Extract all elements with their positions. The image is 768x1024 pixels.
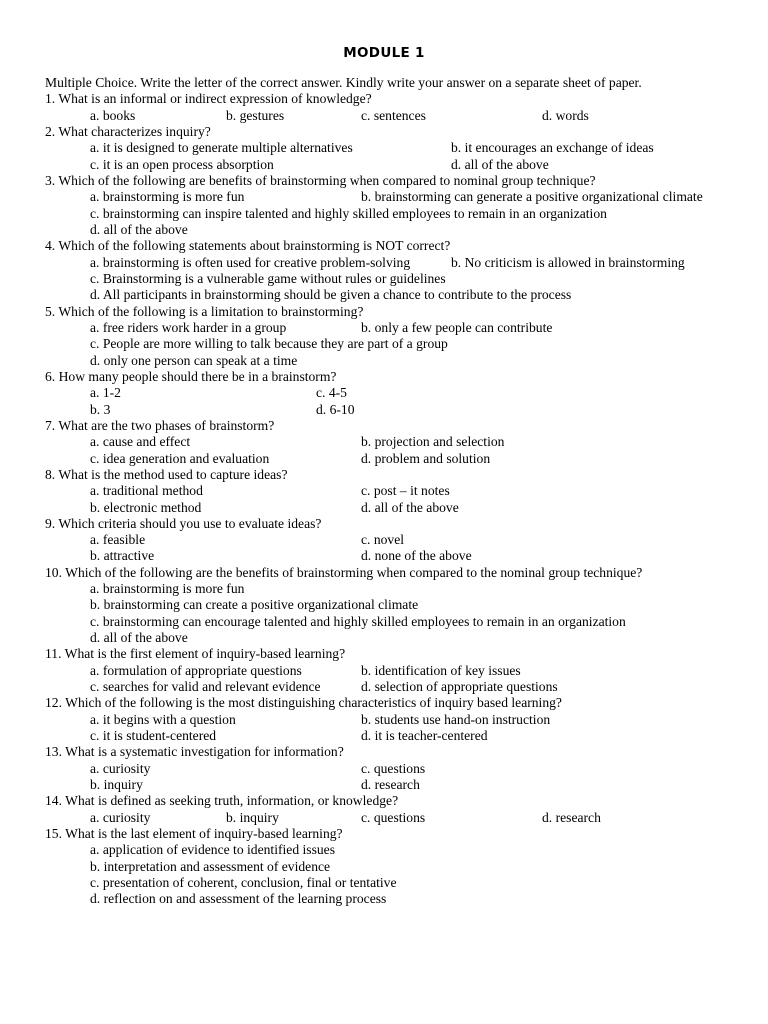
answer-choice: a. curiosity (90, 809, 151, 825)
answer-choice-row (45, 483, 755, 499)
answer-choice: c. questions (361, 760, 426, 776)
answer-choice-row (45, 728, 755, 744)
answer-choice-row (45, 157, 755, 173)
answer-choice: b. interpretation and assessment of evidence (90, 858, 331, 874)
answer-choice-row (45, 810, 755, 826)
answer-choice-row (45, 140, 755, 156)
answer-choice: a. curiosity (90, 760, 151, 776)
answer-choice-row (45, 712, 755, 728)
question-list (45, 91, 755, 907)
answer-choice: b. it encourages an exchange of ideas (451, 140, 654, 156)
answer-choice: b. 3 (90, 401, 111, 417)
answer-choice: c. 4-5 (316, 385, 347, 401)
answer-choice: c. questions (361, 809, 426, 825)
page-title: MODULE 1 (343, 45, 425, 61)
answer-choice: a. traditional method (90, 483, 203, 499)
answer-choice: d. 6-10 (316, 401, 355, 417)
answer-choice-row (45, 500, 755, 516)
answer-choice: d. all of the above (90, 630, 188, 646)
answer-choice: a. brainstorming is more fun (90, 581, 245, 597)
answer-choice: a. books (90, 107, 136, 123)
answer-choice: c. post – it notes (361, 483, 450, 499)
answer-choice: d. research (542, 809, 601, 825)
answer-choice: a. 1-2 (90, 385, 121, 401)
answer-choice: d. selection of appropriate questions (361, 679, 558, 695)
answer-choice: b. inquiry (226, 809, 279, 825)
answer-choice: c. idea generation and evaluation (90, 450, 270, 466)
answer-choice: a. free riders work harder in a group (90, 319, 287, 335)
answer-choice: d. only one person can speak at a time (90, 352, 298, 368)
answer-choice-row (45, 891, 755, 907)
answer-choice-row (45, 679, 755, 695)
question-text: 5. Which of the following is a limitation to brainstorming? (45, 303, 364, 319)
answer-choice-row (45, 859, 755, 875)
answer-choice: a. application of evidence to identified issues (90, 842, 335, 858)
answer-choice: c. sentences (361, 107, 426, 123)
answer-choice-row (45, 108, 755, 124)
answer-choice: d. it is teacher-centered (361, 728, 488, 744)
answer-choice: b. brainstorming can generate a positive organizational climate (361, 189, 703, 205)
answer-choice: c. it is student-centered (90, 728, 217, 744)
answer-choice-row (45, 777, 755, 793)
answer-choice: d. words (542, 107, 589, 123)
answer-choice-row (45, 353, 755, 369)
answer-choice: b. inquiry (90, 777, 143, 793)
answer-choice-row (45, 875, 755, 891)
answer-choice: b. only a few people can contribute (361, 319, 553, 335)
question-text: 2. What characterizes inquiry? (45, 123, 211, 139)
answer-choice-row (45, 842, 755, 858)
question-text: 15. What is the last element of inquiry-based learning? (45, 826, 343, 842)
answer-choice: c. People are more willing to talk because they are part of a group (90, 336, 448, 352)
answer-choice: b. No criticism is allowed in brainstorming (451, 254, 685, 270)
answer-choice-row (45, 581, 755, 597)
answer-choice-row (45, 189, 755, 205)
answer-choice: b. projection and selection (361, 434, 505, 450)
answer-choice: d. all of the above (361, 499, 459, 515)
answer-choice: c. it is an open process absorption (90, 156, 274, 172)
answer-choice: d. none of the above (361, 548, 472, 564)
answer-choice: b. attractive (90, 548, 155, 564)
answer-choice: b. students use hand-on instruction (361, 711, 551, 727)
answer-choice-row (45, 597, 755, 613)
answer-choice-row (45, 548, 755, 564)
question-text: 14. What is defined as seeking truth, information, or knowledge? (45, 793, 399, 809)
answer-choice: c. searches for valid and relevant evidence (90, 679, 321, 695)
answer-choice: a. it begins with a question (90, 711, 236, 727)
answer-choice: d. reflection on and assessment of the learning process (90, 891, 387, 907)
answer-choice: a. brainstorming is more fun (90, 189, 245, 205)
answer-choice: c. novel (361, 532, 405, 548)
answer-choice-row (45, 287, 755, 303)
answer-choice-row (45, 385, 755, 401)
answer-choice: d. all of the above (451, 156, 549, 172)
question-text: 3. Which of the following are benefits of brainstorming when compared to nominal group technique? (45, 172, 596, 188)
answer-choice-row (45, 663, 755, 679)
answer-choice: d. all of the above (90, 221, 188, 237)
answer-choice: a. feasible (90, 532, 146, 548)
question-text: 12. Which of the following is the most distinguishing characteristics of inquiry based learning? (45, 695, 562, 711)
answer-choice: c. brainstorming can encourage talented and highly skilled employees to remain in an organization (90, 613, 626, 629)
question-text: 11. What is the first element of inquiry-based learning? (45, 646, 346, 662)
question-text: 7. What are the two phases of brainstorm? (45, 417, 275, 433)
answer-choice-row (45, 532, 755, 548)
answer-choice-row (45, 630, 755, 646)
answer-choice: d. research (361, 777, 420, 793)
answer-choice-row (45, 255, 755, 271)
answer-choice-row (45, 271, 755, 287)
answer-choice-row (45, 206, 755, 222)
answer-choice-row (45, 434, 755, 450)
answer-choice: c. Brainstorming is a vulnerable game without rules or guidelines (90, 270, 446, 286)
answer-choice-row (45, 320, 755, 336)
answer-choice: b. electronic method (90, 499, 202, 515)
question-text: 4. Which of the following statements about brainstorming is NOT correct? (45, 238, 451, 254)
question-text: 6. How many people should there be in a brainstorm? (45, 368, 337, 384)
answer-choice-row (45, 614, 755, 630)
answer-choice-row (45, 402, 755, 418)
instructions: Multiple Choice. Write the letter of the correct answer. Kindly write your answer on a separate sheet of paper. (45, 75, 642, 90)
answer-choice: b. gestures (226, 107, 285, 123)
answer-choice: d. problem and solution (361, 450, 491, 466)
answer-choice: a. brainstorming is often used for creative problem-solving (90, 254, 411, 270)
question-text: 8. What is the method used to capture ideas? (45, 466, 288, 482)
answer-choice: a. it is designed to generate multiple alternatives (90, 140, 353, 156)
answer-choice: b. identification of key issues (361, 662, 521, 678)
answer-choice: a. formulation of appropriate questions (90, 662, 302, 678)
answer-choice: b. brainstorming can create a positive organizational climate (90, 597, 419, 613)
answer-choice: c. brainstorming can inspire talented and highly skilled employees to remain in an organization (90, 205, 607, 221)
question-text: 9. Which criteria should you use to evaluate ideas? (45, 515, 322, 531)
answer-choice: d. All participants in brainstorming should be given a chance to contribute to the process (90, 287, 572, 303)
answer-choice: a. cause and effect (90, 434, 191, 450)
answer-choice-row (45, 761, 755, 777)
question-text: 13. What is a systematic investigation for information? (45, 744, 344, 760)
answer-choice-row (45, 336, 755, 352)
answer-choice-row (45, 222, 755, 238)
answer-choice-row (45, 451, 755, 467)
question-text: 10. Which of the following are the benefits of brainstorming when compared to the nominal group technique? (45, 564, 643, 580)
answer-choice: c. presentation of coherent, conclusion, final or tentative (90, 875, 397, 891)
question-text: 1. What is an informal or indirect expression of knowledge? (45, 91, 372, 107)
